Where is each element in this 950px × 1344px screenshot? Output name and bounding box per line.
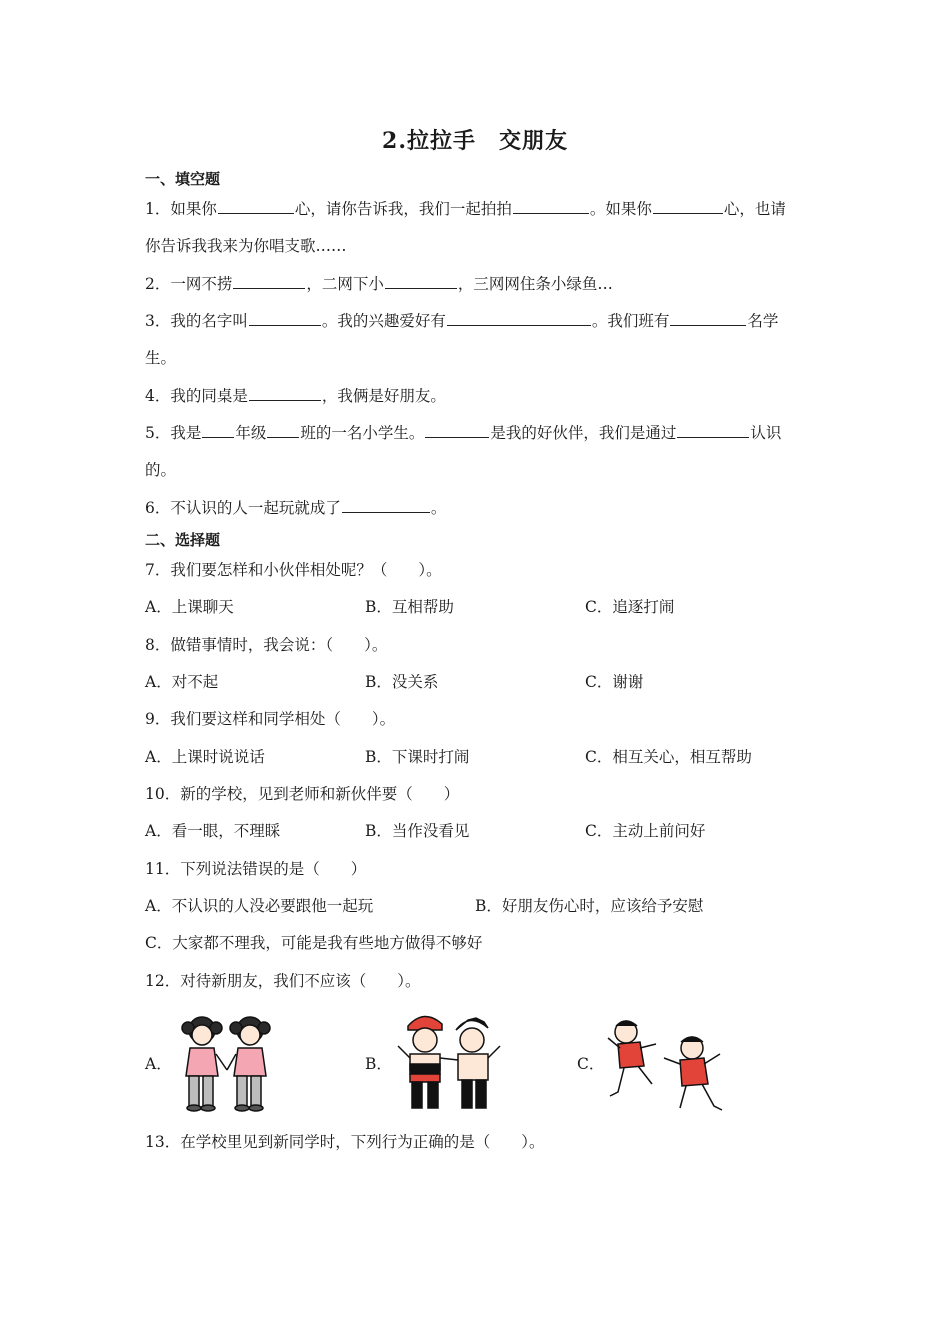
q2-blank-1[interactable] bbox=[233, 274, 305, 289]
q1-blank-3[interactable] bbox=[653, 199, 723, 214]
q3-text-c: 。我们班有 bbox=[591, 312, 670, 330]
q7-option-c[interactable]: C．追逐打闹 bbox=[585, 598, 675, 616]
q3-text-d: 名学 bbox=[747, 312, 779, 330]
question-5-line-1 bbox=[145, 423, 810, 443]
boy-right-illustration bbox=[440, 1018, 500, 1108]
q10-option-a[interactable]: A．看一眼，不理睬 bbox=[145, 822, 281, 840]
question-13-stem: 13．在学校里见到新同学时，下列行为正确的是（ ）。 bbox=[145, 1133, 545, 1151]
question-3-line-1 bbox=[145, 311, 810, 331]
girl-right-illustration bbox=[227, 1017, 270, 1111]
q12-option-a-label[interactable]: A． bbox=[145, 1055, 172, 1073]
boy-left-illustration bbox=[398, 1016, 442, 1108]
q10-option-b[interactable]: B．当作没看见 bbox=[365, 822, 470, 840]
q1-text-a: 1．如果你 bbox=[145, 200, 217, 218]
q2-text-a: 2．一网不捞 bbox=[145, 275, 233, 293]
q8-option-c[interactable]: C．谢谢 bbox=[585, 673, 644, 691]
q5-blank-4[interactable] bbox=[677, 423, 749, 438]
q12-option-c-label[interactable]: C． bbox=[577, 1055, 605, 1073]
q6-text-b: 。 bbox=[430, 499, 447, 517]
q4-text-b: ，我俩是好朋友。 bbox=[321, 387, 446, 405]
q11-option-c[interactable]: C．大家都不理我，可能是我有些地方做得不够好 bbox=[145, 934, 483, 952]
q10-option-c[interactable]: C．主动上前问好 bbox=[585, 822, 706, 840]
q3-blank-2[interactable] bbox=[447, 311, 591, 326]
question-2 bbox=[145, 274, 810, 294]
q8-option-b[interactable]: B．没关系 bbox=[365, 673, 439, 691]
question-1-line-1 bbox=[145, 199, 810, 219]
question-9-stem: 9．我们要这样和同学相处（ ）。 bbox=[145, 710, 396, 728]
q2-text-b: ，二网下小 bbox=[306, 275, 384, 293]
q1-text-d: 心，也请 bbox=[723, 200, 786, 218]
q3-blank-3[interactable] bbox=[670, 311, 746, 326]
q8-option-a[interactable]: A．对不起 bbox=[145, 673, 219, 691]
question-11-stem: 11．下列说法错误的是（ ） bbox=[145, 860, 367, 878]
q12-option-c-image[interactable] bbox=[604, 1008, 729, 1118]
q6-text-a: 6．不认识的人一起玩就成了 bbox=[145, 499, 341, 517]
q9-option-b[interactable]: B．下课时打闹 bbox=[365, 748, 470, 766]
q9-option-c[interactable]: C．相互关心，相互帮助 bbox=[585, 748, 752, 766]
q5-text-c: 班的一名小学生。 bbox=[300, 424, 425, 442]
question-8-stem: 8．做错事情时，我会说：（ ）。 bbox=[145, 636, 388, 654]
q1-blank-1[interactable] bbox=[218, 199, 294, 214]
q3-blank-1[interactable] bbox=[249, 311, 321, 326]
q1-text-b: 心，请你告诉我，我们一起拍拍 bbox=[294, 200, 512, 218]
q11-option-b[interactable]: B．好朋友伤心时，应该给予安慰 bbox=[475, 897, 704, 915]
question-7-stem: 7．我们要怎样和小伙伴相处呢？（ ）。 bbox=[145, 561, 442, 579]
q7-option-a[interactable]: A．上课聊天 bbox=[145, 598, 234, 616]
q3-text-b: 。我的兴趣爱好有 bbox=[321, 312, 446, 330]
q6-blank-1[interactable] bbox=[342, 498, 430, 513]
girl-left-illustration bbox=[182, 1017, 227, 1111]
question-10-stem: 10．新的学校，见到老师和新伙伴要（ ） bbox=[145, 785, 460, 803]
q5-text-b: 年级 bbox=[235, 424, 267, 442]
q5-blank-3[interactable] bbox=[425, 423, 489, 438]
question-5-line-2: 的。 bbox=[145, 461, 177, 479]
fighting-boy-right-illustration bbox=[664, 1037, 722, 1110]
q9-option-a[interactable]: A．上课时说说话 bbox=[145, 748, 265, 766]
q5-blank-2[interactable] bbox=[267, 423, 299, 438]
question-4 bbox=[145, 386, 810, 406]
section-fill-heading: 一、填空题 bbox=[145, 170, 221, 188]
q4-blank-1[interactable] bbox=[249, 386, 321, 401]
q3-text-a: 3．我的名字叫 bbox=[145, 312, 248, 330]
fighting-boy-left-illustration bbox=[608, 1021, 656, 1096]
q5-text-e: 认识 bbox=[750, 424, 782, 442]
question-6 bbox=[145, 498, 810, 518]
q1-text-c: 。如果你 bbox=[589, 200, 652, 218]
q12-option-b-label[interactable]: B． bbox=[365, 1055, 392, 1073]
q12-option-b-image[interactable] bbox=[392, 1008, 507, 1118]
q12-option-a-image[interactable] bbox=[172, 1008, 282, 1118]
page-title: 2.拉拉手 交朋友 bbox=[382, 128, 568, 154]
q2-text-c: ，三网网住条小绿鱼… bbox=[457, 275, 613, 293]
q5-text-a: 5．我是 bbox=[145, 424, 202, 442]
question-12-stem: 12．对待新朋友，我们不应该（ ）。 bbox=[145, 972, 421, 990]
q1-blank-2[interactable] bbox=[513, 199, 589, 214]
q11-option-a[interactable]: A．不认识的人没必要跟他一起玩 bbox=[145, 897, 374, 915]
question-1-line-2: 你告诉我我来为你唱支歌…… bbox=[145, 237, 347, 255]
q5-text-d: 是我的好伙伴，我们是通过 bbox=[490, 424, 677, 442]
q5-blank-1[interactable] bbox=[202, 423, 234, 438]
q2-blank-2[interactable] bbox=[385, 274, 457, 289]
section-choice-heading: 二、选择题 bbox=[145, 531, 221, 549]
question-3-line-2: 生。 bbox=[145, 349, 177, 367]
q7-option-b[interactable]: B．互相帮助 bbox=[365, 598, 454, 616]
q4-text-a: 4．我的同桌是 bbox=[145, 387, 248, 405]
